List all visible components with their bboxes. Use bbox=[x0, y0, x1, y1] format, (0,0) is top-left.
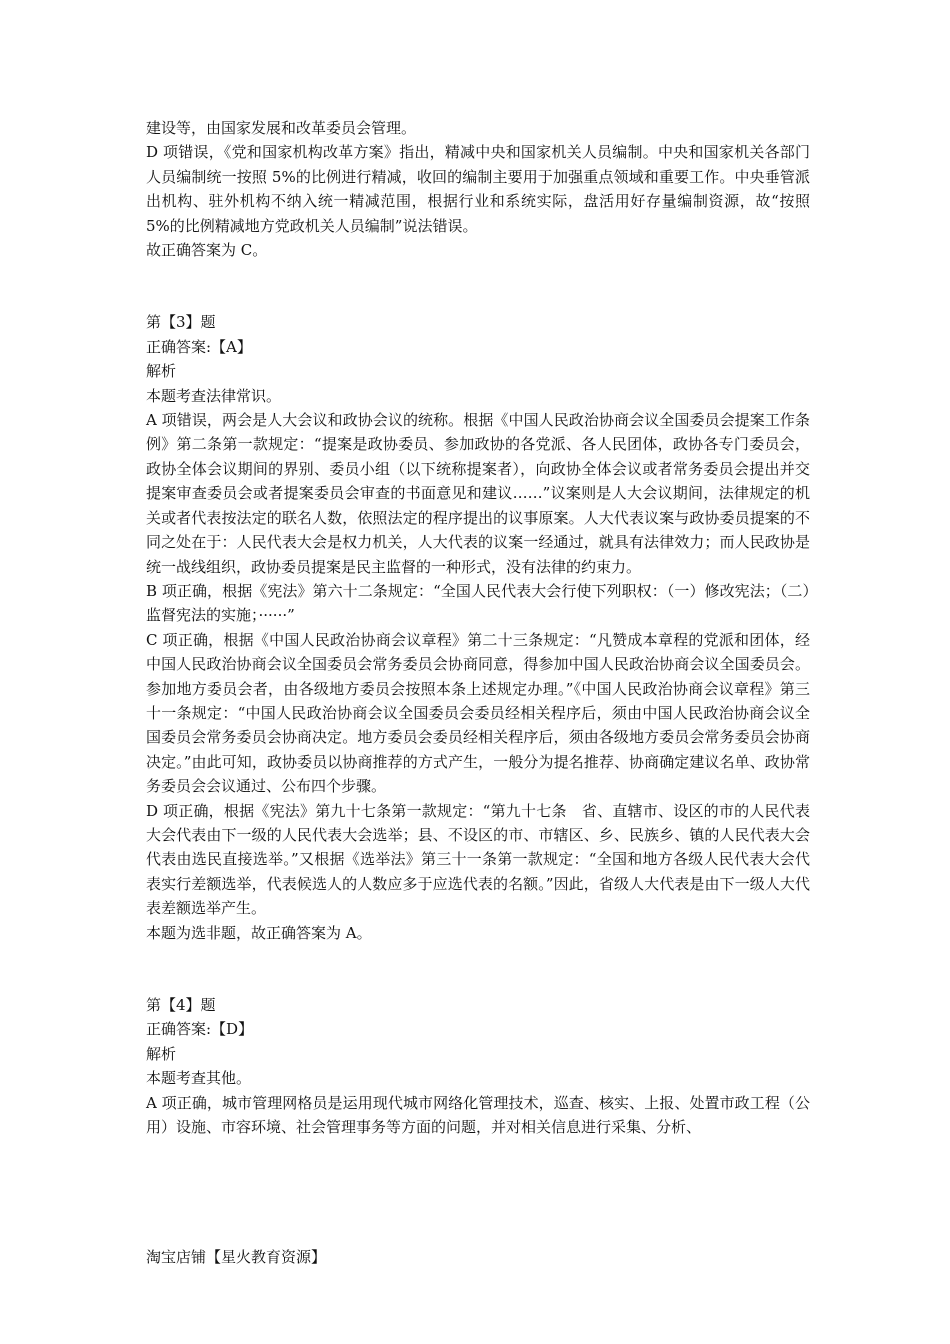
question-3-number: 第【3】题 bbox=[146, 313, 216, 332]
question-3-option-b: B 项正确，根据《宪法》第六十二条规定：“全国人民代表大会行使下列职权：（一）修改宪法；（二）监督宪法的实施；······” bbox=[146, 581, 810, 625]
section-2-option-d: D 项错误，《党和国家机构改革方案》指出，精减中央和国家机关人员编制。中央和国家机关各部门人员编制统一按照 5%的比例进行精减，收回的编制主要用于加强重点领域和重要工作。中央垂管派出机构、驻外机构不纳入统一精减范围，根据行业和系统实际，盘活用好存量编制资源，故“按照 5%的比例精减地方党政机关人员编制”说法错误。 bbox=[146, 143, 810, 235]
question-3-conclusion: 本题为选非题，故正确答案为 A。 bbox=[146, 923, 372, 942]
question-4-answer: 正确答案:【D】 bbox=[146, 1020, 254, 1039]
question-3-option-a: A 项错误，两会是人大会议和政协会议的统称。根据《中国人民政治协商会议全国委员会提案工作条例》第二条第一款规定：“提案是政协委员、参加政协的各党派、各人民团体，政协各专门委员会，政协全体会议期间的界别、委员小组（以下统称提案者），向政协全体会议或者常务委员会提出并交提案审查委员会或者提案委员会审查的书面意见和建议……”议案则是人大会议期间，法律规定的机关或者代表按法定的联名人数，依照法定的程序提出的议事原案。人大代表议案与政协委员提案的不同之处在于：人民代表大会是权力机关，人大代表的议案一经通过，就具有法律效力；而人民政协是统一战线组织，政协委员提案是民主监督的一种形式，没有法律的约束力。 bbox=[146, 411, 810, 576]
question-4-topic: 本题考查其他。 bbox=[146, 1069, 252, 1088]
question-3-option-c: C 项正确，根据《中国人民政治协商会议章程》第二十三条规定：“凡赞成本章程的党派和团体，经中国人民政治协商会议全国委员会常务委员会协商同意，得参加中国人民政治协商会议全国委员会。参加地方委员会者，由各级地方委员会按照本条上述规定办理。”《中国人民政治协商会议章程》第三十一条规定：“中国人民政治协商会议全国委员会委员经相关程序后，须由中国人民政治协商会议全国委员会常务委员会协商决定。地方委员会委员经相关程序后，须由各级地方委员会常务委员会协商决定。”由此可知，政协委员以协商推荐的方式产生，一般分为提名推荐、协商确定建议名单、政协常务委员会会议通过、公布四个步骤。 bbox=[146, 630, 810, 796]
question-4-number: 第【4】题 bbox=[146, 996, 216, 1014]
spacer bbox=[146, 262, 810, 310]
question-3-option-d: D 项正确，根据《宪法》第九十七条第一款规定：“第九十七条 省、直辖市、设区的市的人民代表大会代表由下一级的人民代表大会选举；县、不设区的市、市辖区、乡、民族乡、镇的人民代表大会代表由选民直接选举。”又根据《选举法》第三十一条第一款规定：“全国和地方各级人民代表大会代表实行差额选举，代表候选人的人数应多于应选代表的名额。”因此，省级人大代表是由下一级人大代表差额选举产生。 bbox=[146, 801, 810, 918]
question-3-block bbox=[146, 310, 810, 945]
section-2-conclusion: 故正确答案为 C。 bbox=[146, 241, 268, 260]
question-3-answer: 正确答案:【A】 bbox=[146, 337, 252, 356]
question-3-analysis-label: 解析 bbox=[146, 362, 177, 381]
question-3-topic: 本题考查法律常识。 bbox=[146, 386, 282, 405]
section-2-paragraph: 建设等，由国家发展和改革委员会管理。 bbox=[146, 119, 417, 137]
document-body bbox=[146, 116, 810, 1139]
question-4-analysis-label: 解析 bbox=[146, 1044, 177, 1063]
shop-label: 淘宝店铺【星火教育资源】 bbox=[146, 1248, 327, 1266]
page-footer bbox=[146, 1245, 326, 1269]
spacer bbox=[146, 945, 810, 993]
question-4-block bbox=[146, 993, 810, 1139]
question-4-option-a: A 项正确，城市管理网格员是运用现代城市网络化管理技术，巡查、核实、上报、处置市政工程（公用）设施、市容环境、社会管理事务等方面的问题，并对相关信息进行采集、分析、 bbox=[146, 1093, 810, 1137]
